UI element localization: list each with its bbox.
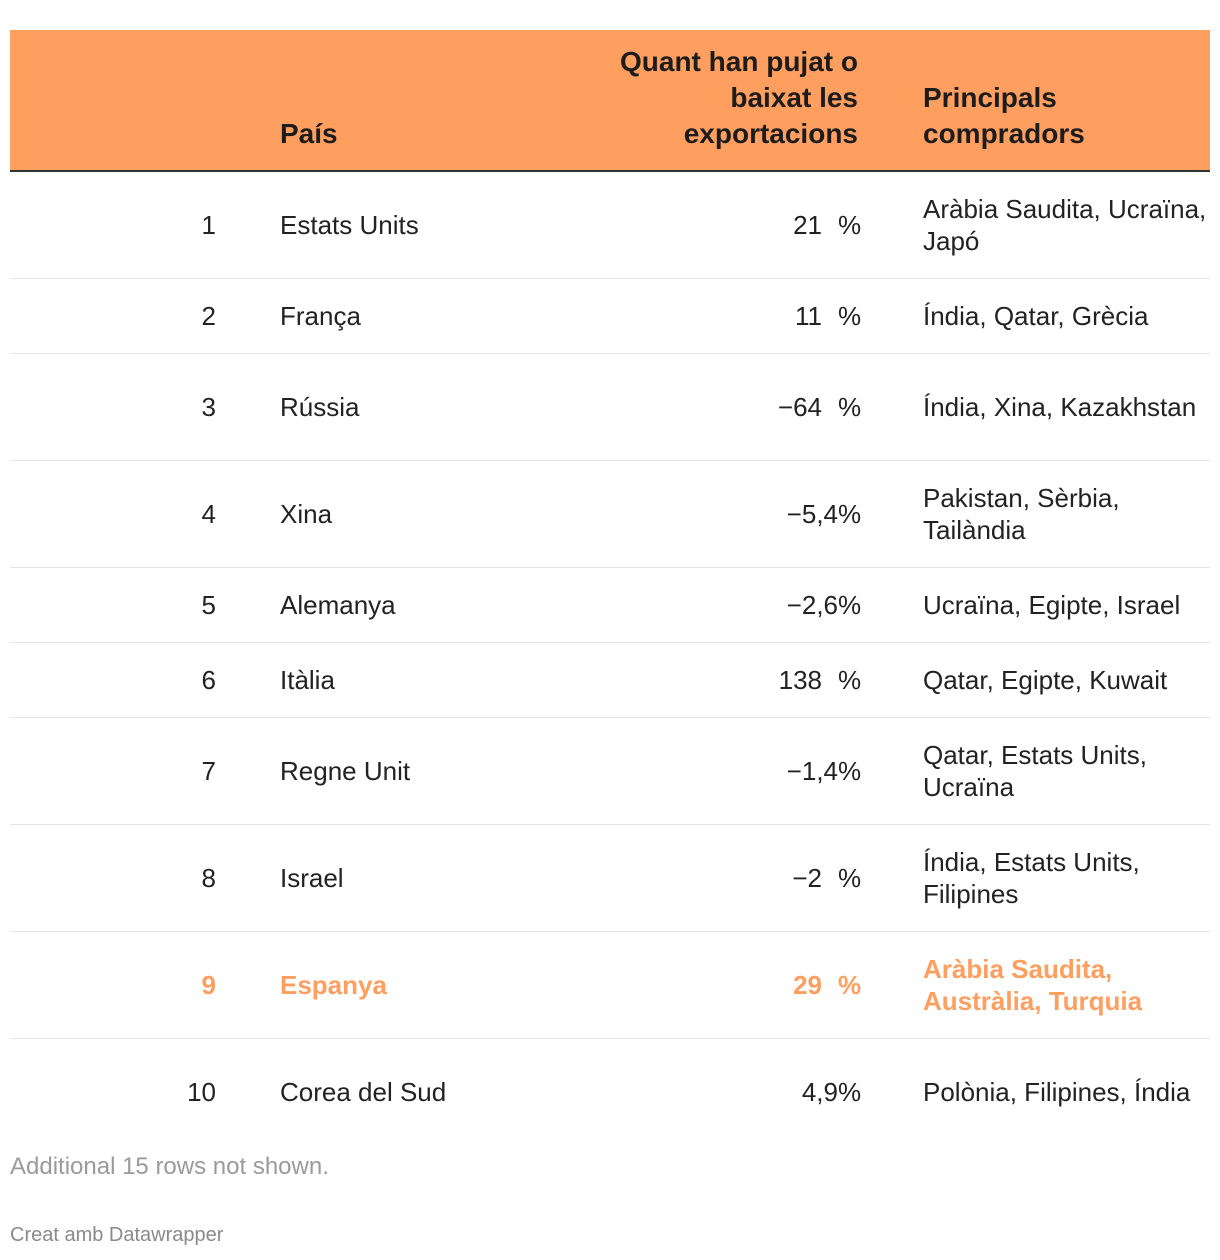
export-change-value: −64 — [777, 392, 822, 422]
rank-cell: 1 — [201, 210, 216, 240]
buyers-cell: Pakistan, Sèrbia, Tailàndia — [923, 483, 1120, 545]
exports-table — [10, 30, 1210, 1145]
header-country[interactable]: País — [280, 118, 338, 149]
rank-cell: 7 — [201, 756, 216, 786]
rows-not-shown-note: Additional 15 rows not shown. — [10, 1153, 329, 1180]
buyers-cell: Aràbia Saudita, Austràlia, Turquia — [923, 954, 1143, 1016]
buyers-cell: Qatar, Egipte, Kuwait — [923, 665, 1168, 695]
table-row — [10, 932, 1210, 1039]
country-cell: Israel — [280, 863, 344, 893]
export-change-value: 11 — [795, 301, 822, 331]
table-row — [10, 1039, 1210, 1145]
header-main-buyers[interactable]: Principals compradors — [923, 82, 1085, 149]
export-change-value: 29 — [793, 970, 822, 1000]
table-row — [10, 643, 1210, 718]
table-row — [10, 568, 1210, 643]
rank-cell: 10 — [187, 1077, 216, 1107]
buyers-cell: Polònia, Filipines, Índia — [923, 1077, 1191, 1107]
buyers-cell: Qatar, Estats Units, Ucraïna — [923, 740, 1147, 802]
country-cell: Espanya — [280, 970, 387, 1000]
export-change-cell — [630, 1039, 862, 1145]
header-export-change[interactable]: Quant han pujat o baixat les exportacions — [620, 46, 858, 149]
buyers-cell: Aràbia Saudita, Ucraïna, Japó — [923, 194, 1207, 256]
rank-cell: 3 — [201, 392, 216, 422]
percent-sign: % — [838, 665, 862, 695]
percent-sign: % — [838, 499, 862, 529]
export-change-value: −2,6 — [786, 590, 838, 620]
percent-sign: % — [838, 863, 862, 893]
export-change-cell — [630, 568, 862, 642]
export-change-value: 4,9 — [801, 1077, 838, 1107]
percent-sign: % — [838, 1077, 862, 1107]
export-change-cell — [630, 825, 862, 931]
export-change-cell — [630, 354, 862, 460]
table-row — [10, 825, 1210, 932]
rank-cell: 6 — [201, 665, 216, 695]
export-change-cell — [630, 172, 862, 278]
country-cell: Alemanya — [280, 590, 396, 620]
percent-sign: % — [838, 301, 862, 331]
buyers-cell: Índia, Estats Units, Filipines — [923, 847, 1140, 909]
table-row — [10, 172, 1210, 279]
datawrapper-credit[interactable]: Creat amb Datawrapper — [10, 1224, 224, 1246]
buyers-cell: Índia, Qatar, Grècia — [923, 301, 1149, 331]
country-cell: Estats Units — [280, 210, 419, 240]
buyers-cell: Ucraïna, Egipte, Israel — [923, 590, 1181, 620]
rank-cell: 4 — [201, 499, 216, 529]
rank-cell: 8 — [201, 863, 216, 893]
rank-cell: 9 — [201, 970, 216, 1000]
export-change-cell — [630, 279, 862, 353]
percent-sign: % — [838, 590, 862, 620]
table-row — [10, 279, 1210, 354]
export-change-value: −2 — [792, 863, 822, 893]
table-row — [10, 354, 1210, 461]
country-cell: Xina — [280, 499, 333, 529]
country-cell: Itàlia — [280, 665, 335, 695]
export-change-cell — [630, 461, 862, 567]
percent-sign: % — [838, 392, 862, 422]
table-header — [10, 30, 1210, 172]
export-change-cell — [630, 932, 862, 1038]
export-change-value: −1,4 — [786, 756, 838, 786]
percent-sign: % — [838, 970, 862, 1000]
table-row — [10, 461, 1210, 568]
country-cell: França — [280, 301, 361, 331]
export-change-value: 138 — [778, 665, 822, 695]
export-change-value: −5,4 — [786, 499, 838, 529]
country-cell: Rússia — [280, 392, 360, 422]
country-cell: Regne Unit — [280, 756, 411, 786]
buyers-cell: Índia, Xina, Kazakhstan — [923, 392, 1197, 422]
rank-cell: 2 — [201, 301, 216, 331]
table-row — [10, 718, 1210, 825]
export-change-cell — [630, 718, 862, 824]
percent-sign: % — [838, 210, 862, 240]
rank-cell: 5 — [201, 590, 216, 620]
country-cell: Corea del Sud — [280, 1077, 447, 1107]
export-change-cell — [630, 643, 862, 717]
percent-sign: % — [838, 756, 862, 786]
table-body — [10, 172, 1210, 1145]
export-change-value: 21 — [793, 210, 822, 240]
